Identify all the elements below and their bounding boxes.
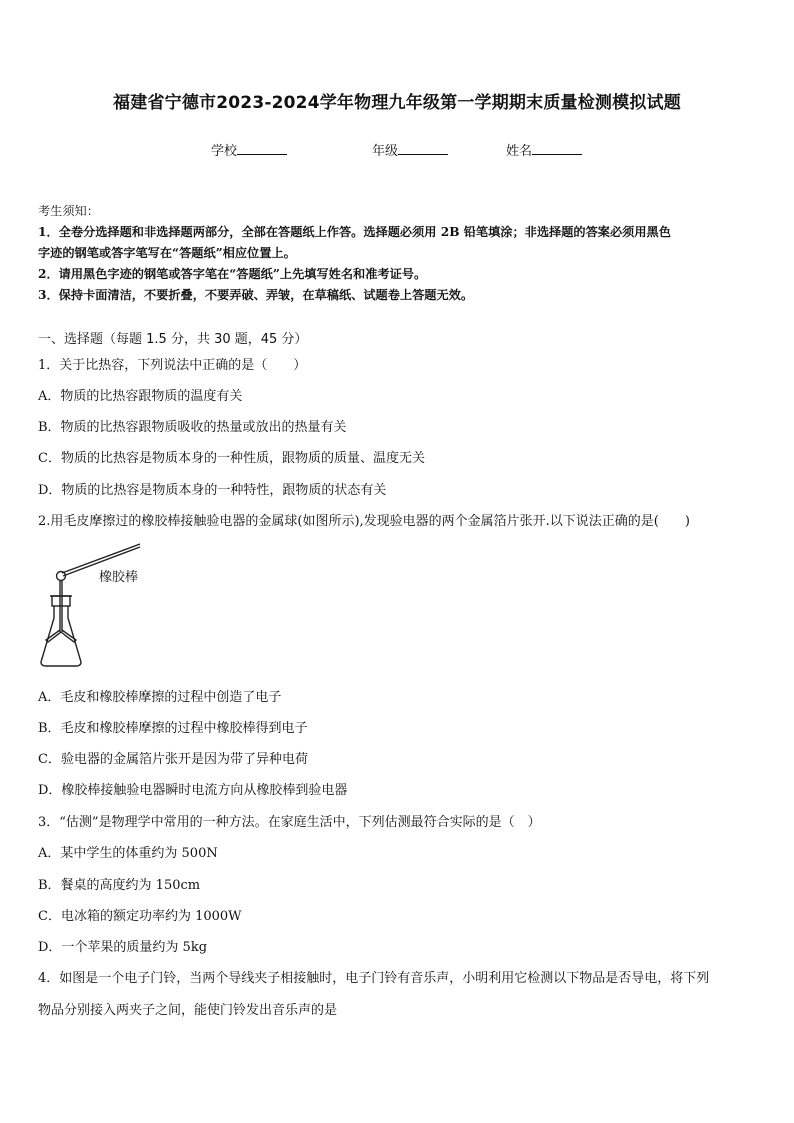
flask xyxy=(41,606,81,666)
exam-notice xyxy=(38,201,758,306)
grade-field[interactable] xyxy=(372,140,448,159)
question-2-option-c: C．验电器的金属箔片张开是因为带了异种电荷 xyxy=(38,752,308,767)
question-4-stem-line-2: 物品分别接入两夹子之间，能使门铃发出音乐声的是 xyxy=(38,1003,338,1018)
question-2-stem: 2.用毛皮摩擦过的橡胶棒接触验电器的金属球(如图所示),发现验电器的两个金属箔片张开.以下说法正确的是( ) xyxy=(38,514,690,529)
stopper xyxy=(52,596,70,606)
notice-heading: 考生须知： xyxy=(38,204,99,218)
grade-blank[interactable] xyxy=(398,142,448,155)
question-1-option-c: C．物质的比热容是物质本身的一种性质，跟物质的质量、温度无关 xyxy=(38,451,425,466)
grade-label: 年级 xyxy=(372,144,399,159)
question-2-option-b: B．毛皮和橡胶棒摩擦的过程中橡胶棒得到电子 xyxy=(38,721,308,736)
name-field[interactable] xyxy=(506,140,582,159)
school-field[interactable] xyxy=(211,140,287,159)
name-label: 姓名 xyxy=(506,144,533,159)
notice-item-2: 2．请用黑色字迹的钢笔或答字笔在“答题纸”上先填写姓名和准考证号。 xyxy=(38,267,427,281)
school-label: 学校 xyxy=(211,144,238,159)
electroscope-drawing xyxy=(41,544,140,666)
question-1-stem: 1．关于比热容，下列说法中正确的是（ ） xyxy=(38,358,307,373)
notice-item-1a: 1．全卷分选择题和非选择题两部分，全部在答题纸上作答。选择题必须用 2B 铅笔填涂；非选择题的答案必须用黑色 xyxy=(38,225,671,239)
electroscope-figure xyxy=(36,540,166,670)
question-1-option-b: B．物质的比热容跟物质吸收的热量或放出的热量有关 xyxy=(38,420,347,435)
school-blank[interactable] xyxy=(237,142,287,155)
question-4-stem-line-1: 4．如图是一个电子门铃，当两个导线夹子相接触时，电子门铃有音乐声，小明利用它检测以下物品是否导电，将下列 xyxy=(38,971,710,986)
question-3-option-a: A．某中学生的体重约为 500N xyxy=(38,846,218,861)
question-1-option-d: D．物质的比热容是物质本身的一种特性，跟物质的状态有关 xyxy=(38,483,387,498)
question-2-option-d: D．橡胶棒接触验电器瞬时电流方向从橡胶棒到验电器 xyxy=(38,783,348,798)
question-3-stem: 3．“估测”是物理学中常用的一种方法。在家庭生活中，下列估测最符合实际的是（ ） xyxy=(38,815,541,830)
page-title: 福建省宁德市2023-2024学年物理九年级第一学期期末质量检测模拟试题 xyxy=(113,93,681,113)
question-3-option-c: C．电冰箱的额定功率约为 1000W xyxy=(38,909,242,924)
name-blank[interactable] xyxy=(532,142,582,155)
question-1-option-a: A．物质的比热容跟物质的温度有关 xyxy=(38,389,243,404)
notice-item-3: 3．保持卡面清洁，不要折叠，不要弄破、弄皱，在草稿纸、试题卷上答题无效。 xyxy=(38,288,474,302)
section-heading: 一、选择题（每题 1.5 分，共 30 题，45 分） xyxy=(38,332,308,347)
question-3-option-b: B．餐桌的高度约为 150cm xyxy=(38,878,201,893)
question-2-option-a: A．毛皮和橡胶棒摩擦的过程中创造了电子 xyxy=(38,690,282,705)
notice-item-1b: 字迹的钢笔或答字笔写在“答题纸”相应位置上。 xyxy=(38,246,296,260)
question-3-option-d: D．一个苹果的质量约为 5kg xyxy=(38,940,208,955)
rubber-rod-label: 橡胶棒 xyxy=(99,570,139,585)
